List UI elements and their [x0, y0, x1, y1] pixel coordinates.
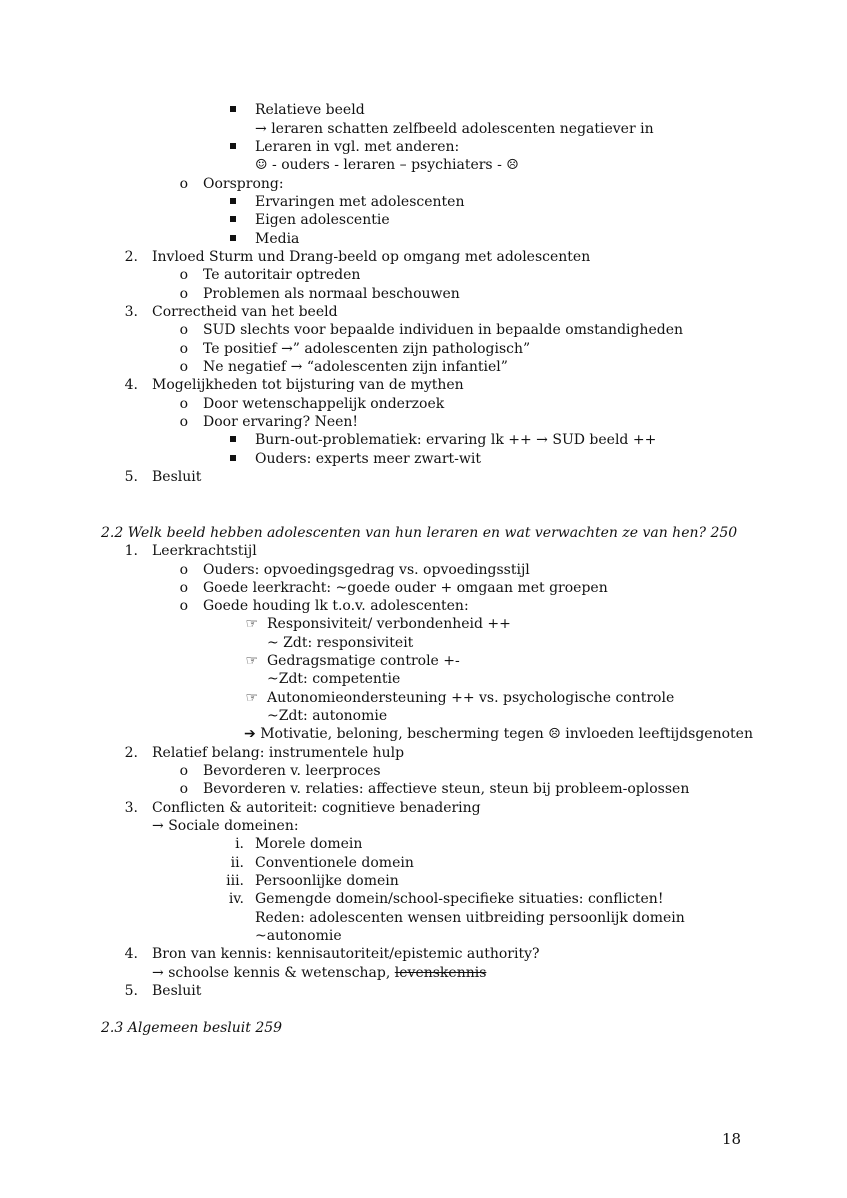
- list-item: Leerkrachtstijl: [152, 543, 257, 559]
- list-item: Bevorderen v. relaties: affectieve steun, steun bij probleem-oplossen: [203, 781, 690, 797]
- list-item: Bevorderen v. leerproces: [203, 763, 381, 779]
- square-bullet-icon: [226, 230, 236, 248]
- list-item-note: ~ Zdt: responsiviteit: [267, 635, 414, 651]
- list-item: Te autoritair optreden: [203, 267, 361, 283]
- circle-bullet-icon: o: [179, 396, 188, 412]
- list-number: 4.: [124, 377, 138, 393]
- list-number: 3.: [124, 304, 138, 320]
- list-item: Mogelijkheden tot bijsturing van de mythen: [152, 377, 464, 393]
- circle-bullet-icon: o: [179, 562, 188, 578]
- list-item: SUD slechts voor bepaalde individuen in bepaalde omstandigheden: [203, 322, 684, 338]
- circle-bullet-icon: o: [179, 598, 188, 614]
- square-bullet-icon: [226, 193, 236, 211]
- square-bullet-icon: [226, 431, 236, 449]
- circle-bullet-icon: o: [179, 341, 188, 357]
- circle-bullet-icon: o: [179, 580, 188, 596]
- list-item: Media: [255, 231, 300, 247]
- list-item: Conflicten & autoriteit: cognitieve benadering: [152, 800, 481, 816]
- pointing-hand-icon: ☞: [245, 690, 258, 706]
- bold-arrow-icon: ➔: [244, 726, 256, 742]
- list-item: Relatieve beeld: [255, 102, 365, 118]
- circle-bullet-icon: o: [179, 267, 188, 283]
- square-bullet-icon: [226, 211, 236, 229]
- list-number: 5.: [124, 469, 138, 485]
- list-item: Responsiviteit/ verbondenheid ++: [267, 616, 511, 632]
- square-bullet-icon: [226, 138, 236, 156]
- roman-numeral: iii.: [226, 873, 244, 889]
- roman-numeral: i.: [235, 836, 244, 852]
- arrow-right-icon: →: [290, 359, 303, 375]
- struck-text: levenskennis: [394, 965, 487, 981]
- frown-icon: ☹: [548, 726, 561, 742]
- list-item: Bron van kennis: kennisautoriteit/epistemic authority?: [152, 946, 540, 962]
- list-item: Goede houding lk t.o.v. adolescenten:: [203, 598, 469, 614]
- list-item: Relatief belang: instrumentele hulp: [152, 745, 405, 761]
- list-item: Invloed Sturm und Drang-beeld op omgang met adolescenten: [152, 249, 591, 265]
- circle-bullet-icon: o: [179, 176, 188, 192]
- circle-bullet-icon: o: [179, 322, 188, 338]
- list-item: Besluit: [152, 983, 202, 999]
- list-item: Ne negatief → “adolescenten zijn infantiel”: [203, 359, 508, 375]
- list-item-note: ~autonomie: [255, 928, 342, 944]
- circle-bullet-icon: o: [179, 414, 188, 430]
- list-item: Ouders: experts meer zwart-wit: [255, 451, 481, 467]
- list-item: Burn-out-problematiek: ervaring lk ++ → SUD beeld ++: [255, 432, 657, 448]
- list-item: Correctheid van het beeld: [152, 304, 338, 320]
- list-item: Oorsprong:: [203, 176, 284, 192]
- pointing-hand-icon: ☞: [245, 653, 258, 669]
- circle-bullet-icon: o: [179, 781, 188, 797]
- circle-bullet-icon: o: [179, 286, 188, 302]
- conclusion-line: ➔ Motivatie, beloning, bescherming tegen ☹ invloeden leeftijdsgenoten: [244, 726, 753, 742]
- section-heading: 2.2 Welk beeld hebben adolescenten van hun leraren en wat verwachten ze van hen? 250: [101, 525, 738, 541]
- list-item: Gemengde domein/school-specifieke situaties: conflicten!: [255, 891, 664, 907]
- list-item-note: Reden: adolescenten wensen uitbreiding persoonlijk domein: [255, 910, 685, 926]
- list-item: Leraren in vgl. met anderen:: [255, 139, 460, 155]
- frown-icon: ☹: [506, 157, 519, 173]
- list-item-note: ~Zdt: competentie: [267, 671, 401, 687]
- arrow-right-icon: →: [536, 432, 548, 448]
- pointing-hand-icon: ☞: [245, 616, 258, 632]
- list-item: Goede leerkracht: ~goede ouder + omgaan met groepen: [203, 580, 608, 596]
- smiley-icon: ☺: [255, 157, 268, 173]
- list-item: Ervaringen met adolescenten: [255, 194, 465, 210]
- page-number: 18: [722, 1130, 742, 1148]
- list-item: Persoonlijke domein: [255, 873, 399, 889]
- arrow-right-icon: →: [152, 965, 164, 981]
- list-item: Gedragsmatige controle +-: [267, 653, 460, 669]
- list-number: 4.: [124, 946, 138, 962]
- list-item: Autonomieondersteuning ++ vs. psychologische controle: [267, 690, 675, 706]
- circle-bullet-icon: o: [179, 359, 188, 375]
- arrow-right-icon: →: [152, 818, 164, 834]
- list-number: 3.: [124, 800, 138, 816]
- square-bullet-icon: [226, 450, 236, 468]
- roman-numeral: ii.: [230, 855, 244, 871]
- list-item: Door wetenschappelijk onderzoek: [203, 396, 445, 412]
- list-number: 1.: [124, 543, 138, 559]
- roman-numeral: iv.: [228, 891, 244, 907]
- list-item-note: → schoolse kennis & wetenschap, levenskennis: [152, 965, 487, 981]
- list-item: Problemen als normaal beschouwen: [203, 286, 460, 302]
- list-item: Morele domein: [255, 836, 363, 852]
- list-item: Eigen adolescentie: [255, 212, 390, 228]
- list-number: 5.: [124, 983, 138, 999]
- arrow-right-icon: →: [255, 121, 267, 137]
- square-bullet-icon: [226, 101, 236, 119]
- list-number: 2.: [124, 249, 138, 265]
- list-item-note: ~Zdt: autonomie: [267, 708, 388, 724]
- list-item-note: → Sociale domeinen:: [152, 818, 299, 834]
- section-heading: 2.3 Algemeen besluit 259: [101, 1020, 283, 1036]
- arrow-right-icon: →: [281, 341, 293, 357]
- list-item-note: ☺ - ouders - leraren – psychiaters - ☹: [255, 157, 519, 173]
- list-item: Conventionele domein: [255, 855, 414, 871]
- list-item: Door ervaring? Neen!: [203, 414, 359, 430]
- list-item: Besluit: [152, 469, 202, 485]
- list-item-note: → leraren schatten zelfbeeld adolescenten negatiever in: [255, 121, 654, 137]
- list-item: Te positief →” adolescenten zijn pathologisch”: [203, 341, 531, 357]
- list-number: 2.: [124, 745, 138, 761]
- circle-bullet-icon: o: [179, 763, 188, 779]
- list-item: Ouders: opvoedingsgedrag vs. opvoedingsstijl: [203, 562, 530, 578]
